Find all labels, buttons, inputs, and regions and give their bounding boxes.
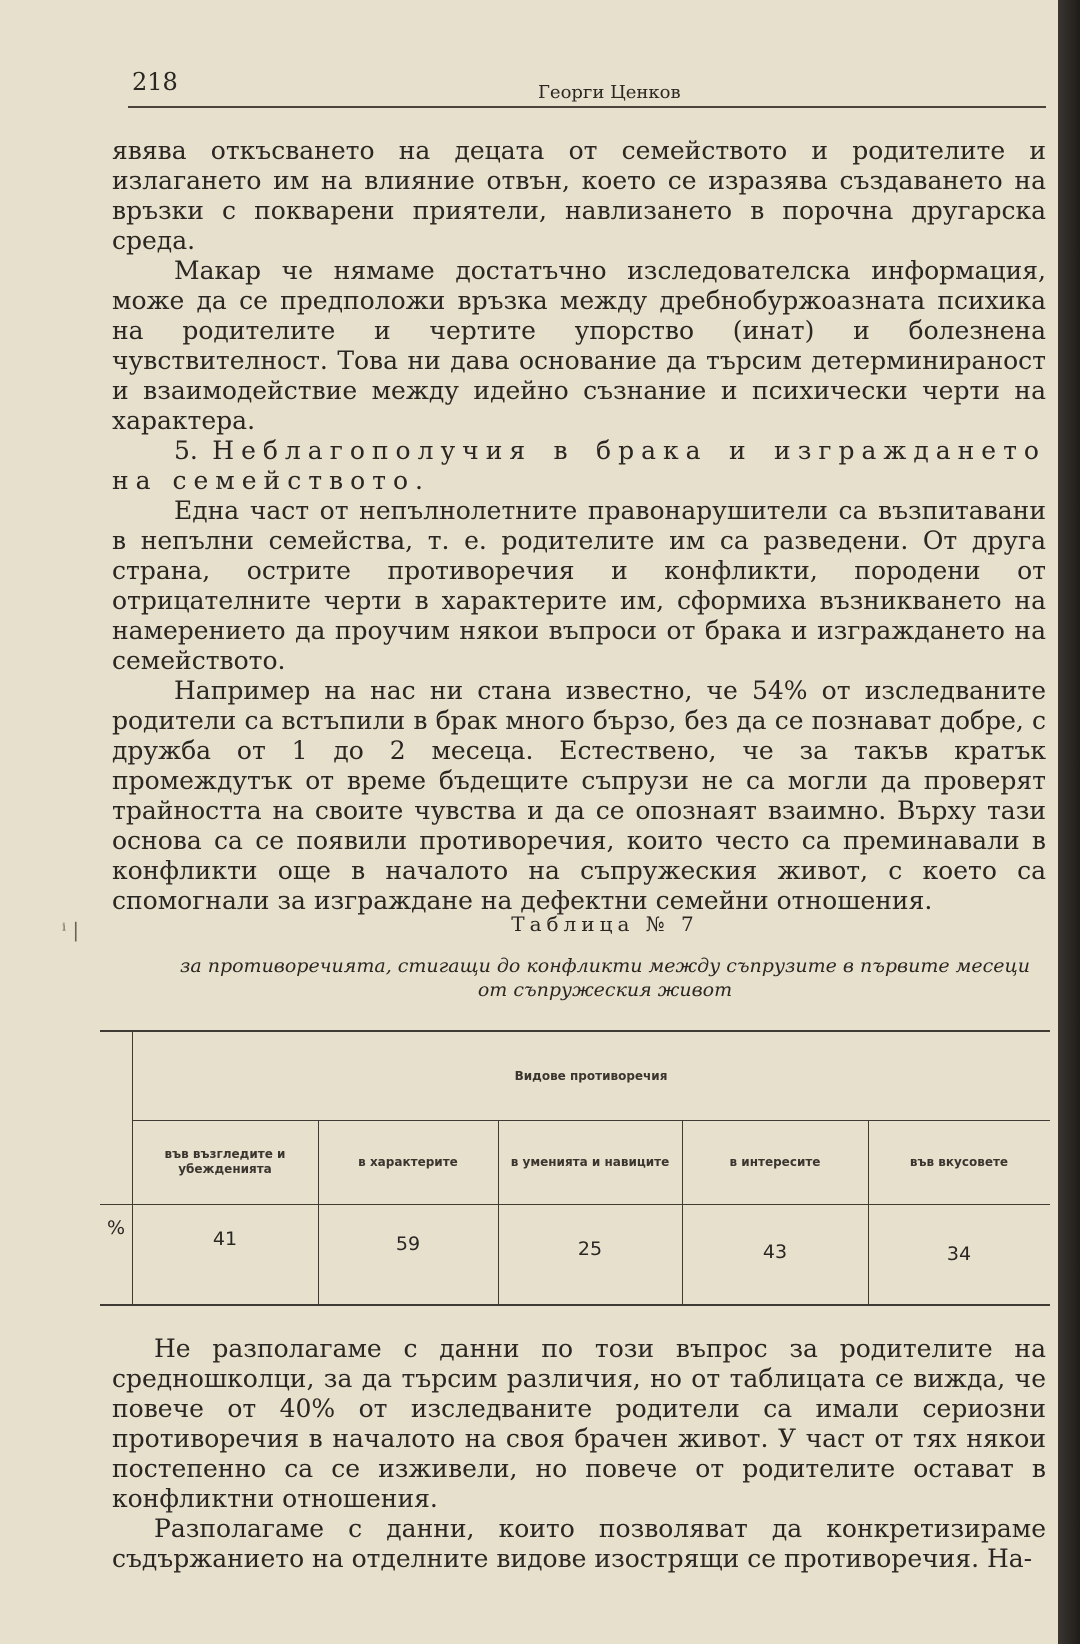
paragraph-4: Например на нас ни стана известно, че 54% от изследваните родители са встъпили в брак много бързо, без да се познават добре, с дружба от 1 до 2 месеца. Естествено, че за такъв кратък промеждутък от време бъдещите съпрузи не са могли да проверят трайността на своите чувства и да се опознаят взаимно. Върху тази основа са се появили противоречия, които често са преминавали в конфликти още в началото на съпружеския живот, с което са спомогнали за изграждане на дефектни семейни отношения. xyxy=(112,676,1046,915)
section-heading xyxy=(112,436,1046,496)
running-head xyxy=(128,66,1046,108)
column-header: в уменията и навиците xyxy=(510,1154,670,1169)
column-header: във възгледите и убежденията xyxy=(164,1147,286,1176)
table-cell: 43 xyxy=(762,1241,788,1263)
paragraph-2: Макар че нямаме достатъчно изследователска информация, може да се предположи връзка между дребнобуржоазната психика на родителите и чертите упорство (инат) и болезнена чувствителност. Това ни дава основание да търсим детерминираност и взаимодействие между идейно съзнание и психически черти на характера. xyxy=(112,256,1046,435)
column-header: във вкусовете xyxy=(909,1154,1009,1169)
section-title: Неблагополучия в брака и изграждането на семейството. xyxy=(112,436,1046,495)
running-head-author: Георги Ценков xyxy=(538,82,681,103)
tail-text xyxy=(112,1334,1046,1574)
margin-pencil-mark: ⁱ | xyxy=(62,918,80,942)
row-label: % xyxy=(106,1217,126,1239)
group-header: Видове противоречия xyxy=(514,1068,668,1083)
table-cell: 34 xyxy=(946,1243,972,1265)
paragraph-6: Разполагаме с данни, които позволяват да конкретизираме съдържанието на отделните видове изострящи се противоречия. На- xyxy=(112,1514,1046,1573)
table-description: за противоречията, стигащи до конфликти между съпрузите в първите месеци от съпружеския живот xyxy=(179,955,1031,1001)
table-cell: 25 xyxy=(577,1238,603,1260)
page-edge-shadow xyxy=(1058,0,1080,1644)
column-header: в интересите xyxy=(729,1154,821,1169)
table-cell: 59 xyxy=(395,1233,421,1255)
table-cell: 41 xyxy=(212,1228,238,1250)
page-number: 218 xyxy=(132,68,178,96)
paragraph-3: Една част от непълнолетните правонарушители са възпитавани в непълни семейства, т. е. родителите им са разведени. От друга страна, острите противоречия и конфликти, породени от отрицателните черти в характерите им, сформиха възникването на намерението да проучим някои въпроси от брака и изграждането на семейството. xyxy=(112,496,1046,675)
paragraph-5: Не разполагаме с данни по този въпрос за родителите на средношколци, за да търсим различия, но от таблицата се вижда, че повече от 40% от изследваните родители са имали сериозни противоречия в началото на своя брачен живот. У част от тях някои постепенно са се изживели, но повече от родителите остават в конфликтни отношения. xyxy=(112,1334,1046,1513)
table-number: Таблица № 7 xyxy=(511,912,699,936)
section-number: 5. xyxy=(174,436,198,465)
data-table xyxy=(100,1030,1050,1306)
body-text xyxy=(112,136,1046,916)
table-caption xyxy=(170,912,1040,1002)
column-header: в характерите xyxy=(358,1154,458,1169)
paragraph-1: явява откъсването на децата от семейството и родителите и излагането им на влияние отвън, което се изразява създаването на връзки с покварени приятели, навлизането в порочна другарска среда. xyxy=(112,136,1046,255)
